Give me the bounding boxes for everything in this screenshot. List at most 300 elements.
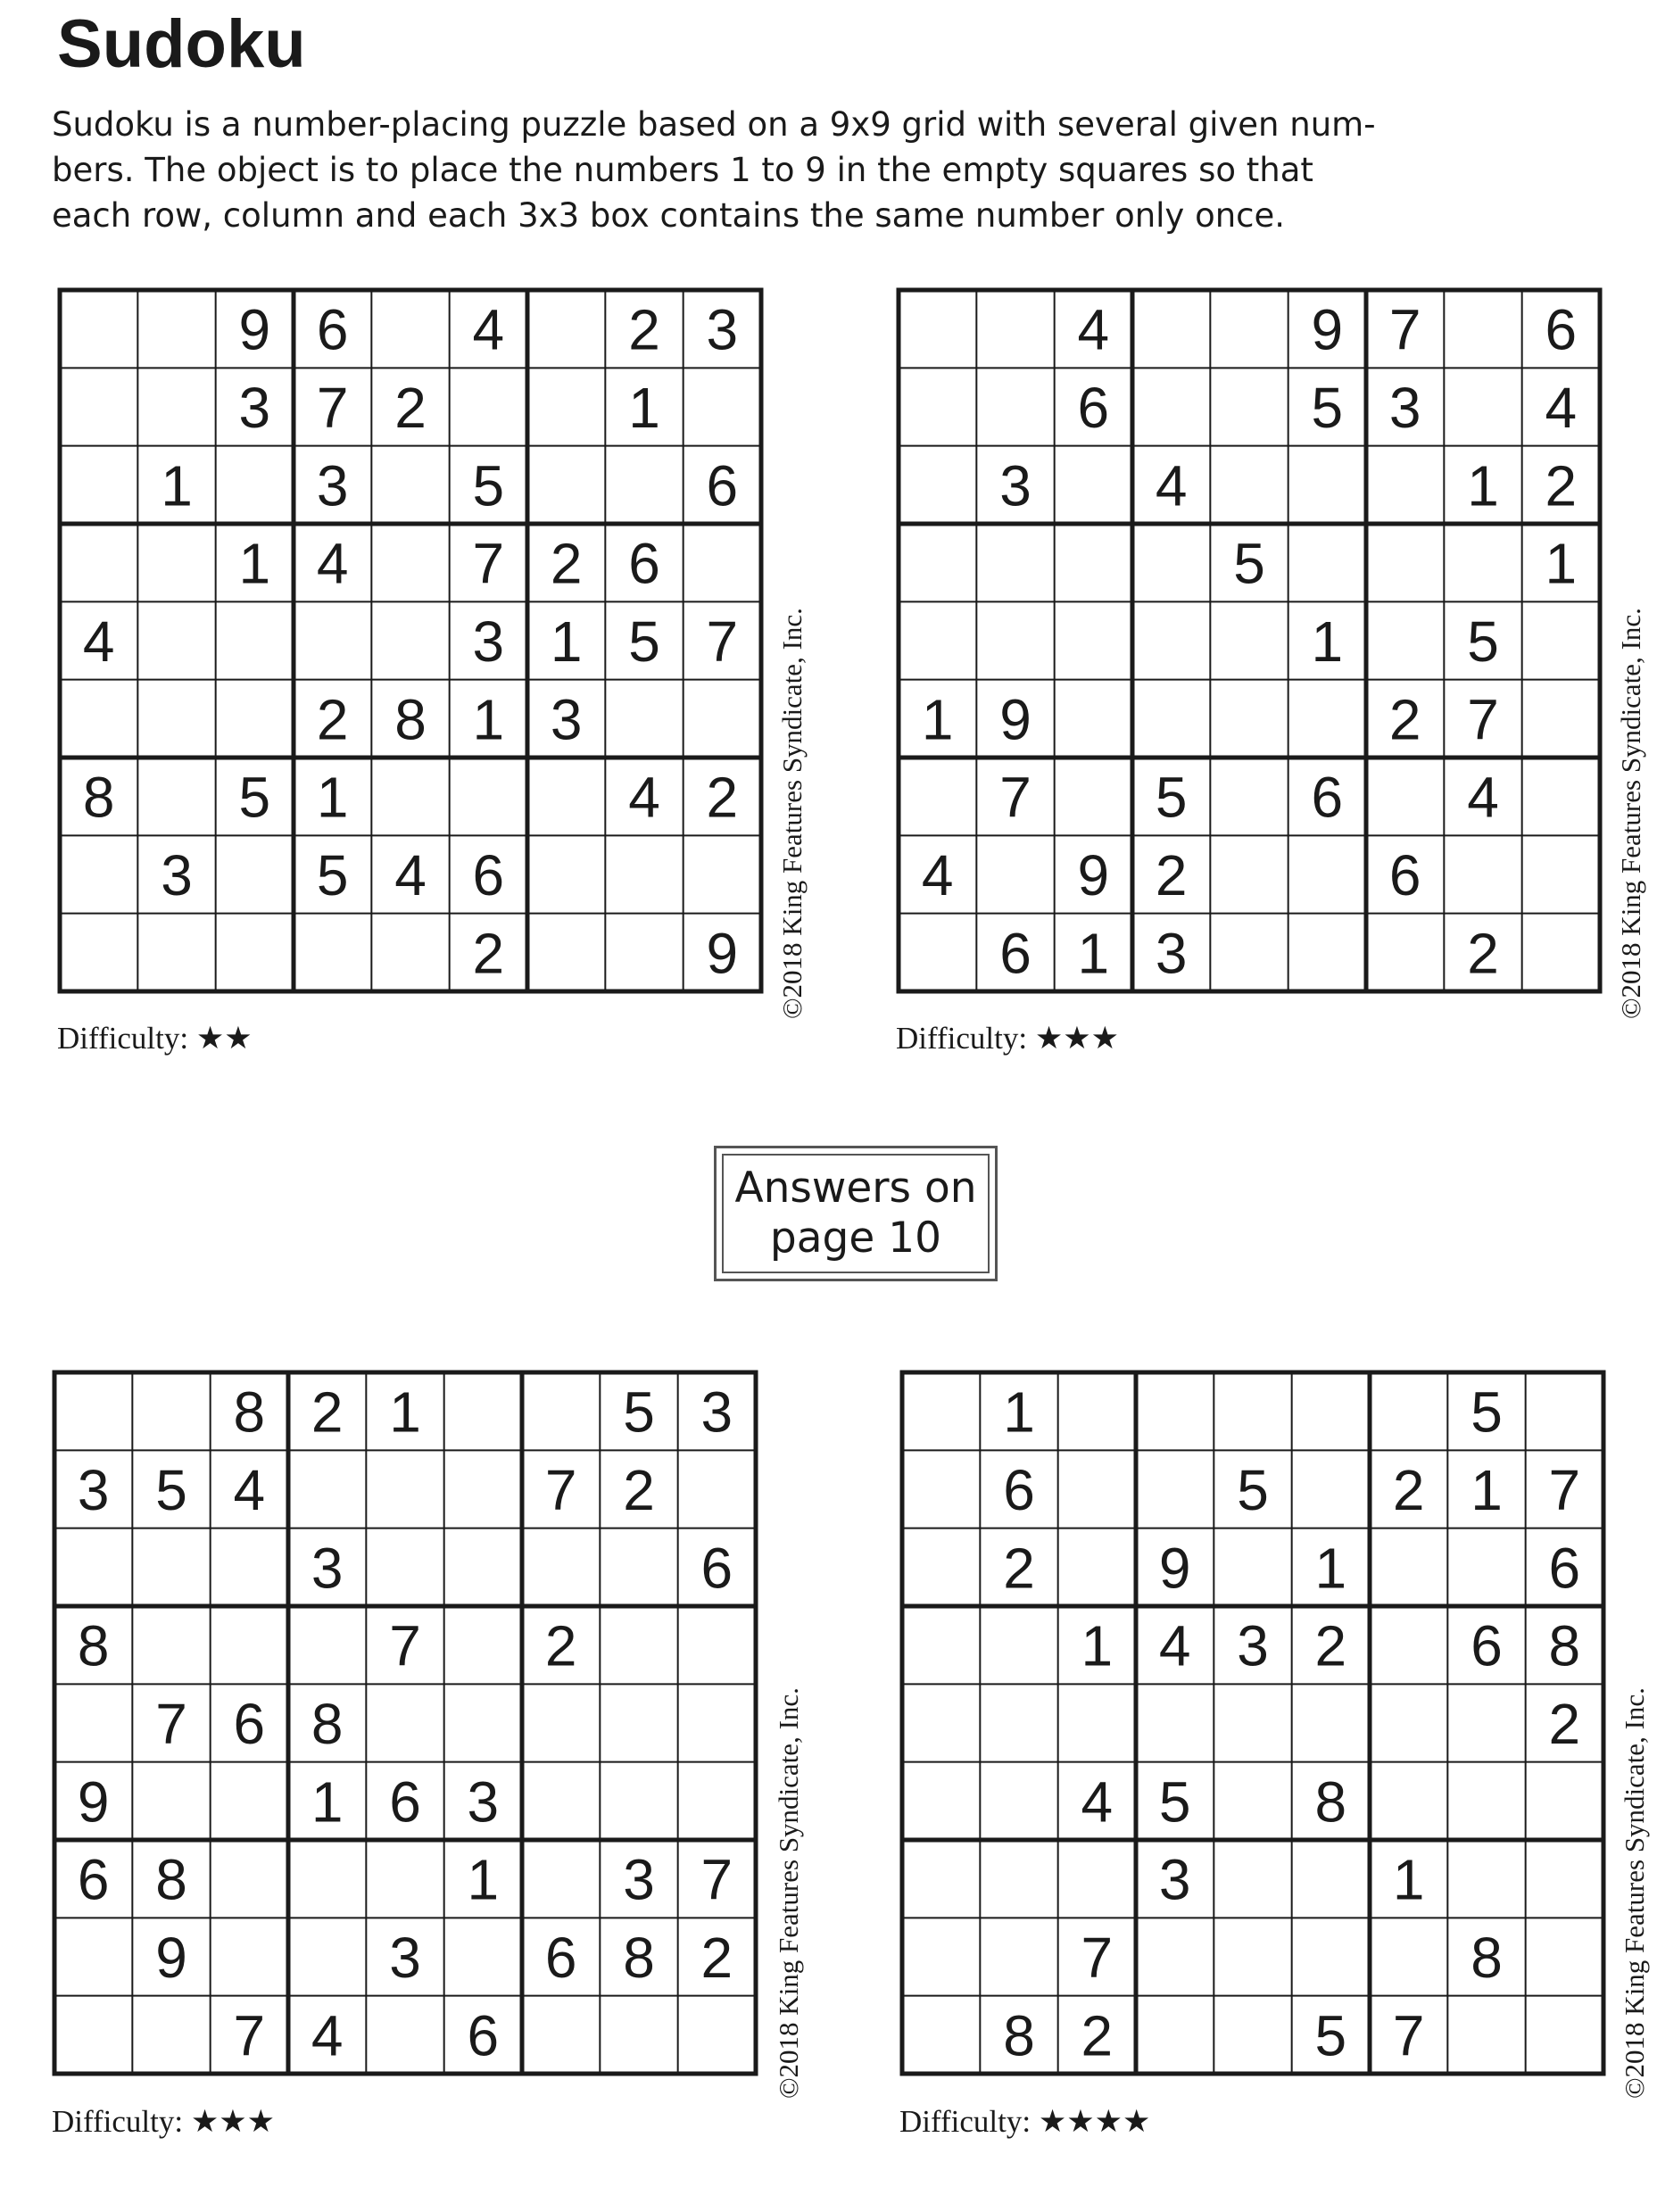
grid-cell[interactable] — [60, 914, 137, 991]
grid-cell[interactable] — [444, 1606, 522, 1684]
given-digit: 8 — [82, 765, 115, 830]
copyright-notice-3: ©2018 King Features Syndicate, Inc. — [773, 1687, 804, 2099]
grid-cell[interactable] — [980, 1762, 1057, 1840]
grid-cell[interactable] — [60, 680, 137, 758]
grid-cell[interactable] — [522, 1372, 600, 1450]
grid-cell[interactable] — [371, 601, 449, 679]
given-digit: 4 — [628, 765, 660, 830]
given-digit: 2 — [1548, 1692, 1581, 1756]
grid-cell[interactable] — [1522, 914, 1600, 991]
given-digit: 2 — [1314, 1613, 1347, 1678]
grid-cell[interactable] — [1292, 1450, 1370, 1528]
given-digit: 4 — [921, 843, 954, 907]
given-digit: 2 — [394, 376, 427, 440]
grid-cell[interactable] — [137, 680, 215, 758]
given-digit: 3 — [161, 843, 193, 907]
grid-cell[interactable] — [60, 368, 137, 445]
given-digit: 3 — [311, 1536, 344, 1601]
grid-cell[interactable] — [1292, 1918, 1370, 1995]
grid-cell[interactable] — [1370, 1684, 1447, 1761]
grid-cell[interactable] — [899, 446, 976, 524]
grid-cell[interactable] — [60, 835, 137, 913]
grid-cell[interactable] — [54, 1918, 132, 1995]
given-digit: 9 — [1158, 1536, 1191, 1601]
grid-cell[interactable] — [1210, 758, 1288, 835]
grid-cell[interactable] — [211, 1918, 288, 1995]
given-digit: 1 — [628, 376, 660, 440]
grid-cell[interactable] — [600, 1684, 677, 1761]
given-digit: 6 — [1545, 297, 1578, 362]
given-digit: 3 — [700, 1379, 733, 1445]
grid-cell[interactable] — [444, 1529, 522, 1606]
grid-cell[interactable] — [605, 835, 683, 913]
given-digit: 5 — [628, 609, 660, 674]
grid-cell[interactable] — [132, 1762, 210, 1840]
difficulty-label-1: Difficulty: ★★ — [57, 1021, 253, 1056]
grid-cell[interactable] — [1288, 524, 1366, 601]
grid-cell[interactable] — [1444, 835, 1521, 913]
given-digit: 2 — [1388, 687, 1421, 752]
grid-cell[interactable] — [444, 1918, 522, 1995]
grid-cell[interactable] — [1522, 680, 1600, 758]
grid-cell[interactable] — [1055, 758, 1132, 835]
grid-cell[interactable] — [1055, 601, 1132, 679]
grid-cell[interactable] — [1214, 1996, 1291, 2074]
given-digit: 2 — [1545, 453, 1578, 518]
sudoku-board — [896, 287, 1603, 994]
grid-cell[interactable] — [444, 1372, 522, 1450]
given-digit: 1 — [1314, 1536, 1347, 1601]
grid-cell[interactable] — [976, 835, 1054, 913]
given-digit: 3 — [706, 297, 739, 362]
grid-cell[interactable] — [54, 1372, 132, 1450]
grid-cell[interactable] — [600, 1996, 677, 2074]
given-digit: 8 — [1548, 1613, 1581, 1678]
grid-cell[interactable] — [1214, 1918, 1291, 1995]
given-digit: 1 — [311, 1769, 344, 1835]
grid-cell[interactable] — [1210, 680, 1288, 758]
grid-cell[interactable] — [1214, 1840, 1291, 1918]
given-digit: 7 — [389, 1613, 421, 1678]
given-digit: 6 — [706, 453, 739, 518]
given-digit: 2 — [628, 297, 660, 362]
given-digit: 1 — [1311, 609, 1344, 674]
grid-cell[interactable] — [54, 1684, 132, 1761]
given-digit: 5 — [1233, 531, 1265, 596]
copyright-notice-1: ©2018 King Features Syndicate, Inc. — [776, 608, 808, 1019]
grid-cell[interactable] — [1132, 368, 1210, 445]
grid-cell[interactable] — [1292, 1372, 1370, 1450]
grid-cell[interactable] — [1370, 1762, 1447, 1840]
grid-cell[interactable] — [600, 1762, 677, 1840]
grid-cell[interactable] — [371, 446, 449, 524]
grid-cell[interactable] — [980, 1840, 1057, 1918]
given-digit: 2 — [544, 1613, 577, 1678]
given-digit: 5 — [238, 765, 271, 830]
grid-cell[interactable] — [1447, 1762, 1525, 1840]
grid-cell[interactable] — [1214, 1762, 1291, 1840]
given-digit: 3 — [1388, 376, 1421, 440]
given-digit: 9 — [155, 1926, 187, 1990]
grid-cell[interactable] — [902, 1372, 980, 1450]
grid-cell[interactable] — [980, 1684, 1057, 1761]
grid-cell[interactable] — [366, 1684, 443, 1761]
given-digit: 1 — [1471, 1458, 1503, 1522]
grid-cell[interactable] — [1214, 1684, 1291, 1761]
grid-cell[interactable] — [1526, 1840, 1603, 1918]
grid-cell[interactable] — [444, 1450, 522, 1528]
grid-cell[interactable] — [1526, 1996, 1603, 2074]
grid-cell[interactable] — [527, 368, 605, 445]
given-digit: 8 — [623, 1926, 655, 1990]
given-digit: 5 — [316, 843, 349, 907]
grid-cell[interactable] — [54, 1996, 132, 2074]
grid-cell[interactable] — [1370, 1529, 1447, 1606]
given-digit: 7 — [1548, 1458, 1581, 1522]
grid-cell[interactable] — [1447, 1529, 1525, 1606]
given-digit: 8 — [311, 1692, 344, 1756]
grid-cell[interactable] — [60, 524, 137, 601]
grid-cell[interactable] — [522, 1840, 600, 1918]
given-digit: 3 — [238, 376, 271, 440]
grid-cell[interactable] — [137, 914, 215, 991]
grid-cell[interactable] — [1210, 835, 1288, 913]
page-title: Sudoku — [57, 6, 306, 82]
grid-cell[interactable] — [522, 1762, 600, 1840]
grid-cell[interactable] — [527, 758, 605, 835]
grid-cell[interactable] — [216, 835, 294, 913]
grid-cell[interactable] — [366, 1840, 443, 1918]
grid-cell[interactable] — [678, 1450, 756, 1528]
grid-cell[interactable] — [1526, 1762, 1603, 1840]
grid-cell[interactable] — [216, 446, 294, 524]
grid-cell[interactable] — [1444, 368, 1521, 445]
grid-cell[interactable] — [371, 290, 449, 368]
given-digit: 7 — [706, 609, 739, 674]
grid-cell[interactable] — [522, 1684, 600, 1761]
grid-cell[interactable] — [684, 835, 761, 913]
given-digit: 6 — [467, 2003, 500, 2068]
grid-cell[interactable] — [1370, 1372, 1447, 1450]
grid-cell[interactable] — [1522, 601, 1600, 679]
grid-cell[interactable] — [1288, 446, 1366, 524]
answers-note-line-2: page 10 — [769, 1214, 942, 1263]
grid-cell[interactable] — [902, 1762, 980, 1840]
intro-line: bers. The object is to place the numbers 1 to 9 in the empty squares so that — [52, 151, 1313, 189]
given-digit: 1 — [1077, 921, 1110, 986]
grid-cell[interactable] — [216, 601, 294, 679]
given-digit: 3 — [77, 1458, 110, 1522]
given-digit: 9 — [77, 1769, 110, 1835]
grid-cell[interactable] — [976, 524, 1054, 601]
grid-cell[interactable] — [211, 1762, 288, 1840]
grid-cell[interactable] — [600, 1606, 677, 1684]
grid-cell[interactable] — [1526, 1918, 1603, 1995]
grid-cell[interactable] — [1210, 446, 1288, 524]
grid-cell[interactable] — [1444, 290, 1521, 368]
grid-cell[interactable] — [1522, 758, 1600, 835]
grid-cell[interactable] — [980, 1918, 1057, 1995]
given-digit: 3 — [1237, 1613, 1269, 1678]
grid-cell[interactable] — [1214, 1372, 1291, 1450]
grid-cell[interactable] — [137, 524, 215, 601]
grid-cell[interactable] — [678, 1684, 756, 1761]
given-digit: 4 — [394, 843, 427, 907]
given-digit: 6 — [1077, 376, 1110, 440]
given-digit: 8 — [1471, 1926, 1503, 1990]
grid-cell[interactable] — [1136, 1450, 1214, 1528]
grid-cell[interactable] — [605, 446, 683, 524]
grid-cell[interactable] — [366, 1996, 443, 2074]
grid-cell[interactable] — [899, 290, 976, 368]
grid-cell[interactable] — [527, 914, 605, 991]
given-digit: 3 — [623, 1847, 655, 1912]
given-digit: 1 — [1081, 1613, 1114, 1678]
given-digit: 5 — [1314, 2003, 1347, 2068]
grid-cell[interactable] — [1210, 914, 1288, 991]
answers-note-line-1: Answers on — [734, 1164, 977, 1213]
given-digit: 5 — [623, 1379, 655, 1445]
grid-cell[interactable] — [678, 1996, 756, 2074]
given-digit: 7 — [1081, 1926, 1114, 1990]
grid-cell[interactable] — [132, 1372, 210, 1450]
grid-cell[interactable] — [137, 290, 215, 368]
grid-cell[interactable] — [211, 1840, 288, 1918]
grid-cell[interactable] — [902, 1684, 980, 1761]
given-digit: 6 — [1548, 1536, 1581, 1601]
grid-cell[interactable] — [899, 601, 976, 679]
grid-cell[interactable] — [684, 368, 761, 445]
grid-cell[interactable] — [1366, 914, 1444, 991]
given-digit: 4 — [233, 1458, 266, 1522]
grid-cell[interactable] — [54, 1529, 132, 1606]
given-digit: 1 — [1545, 531, 1578, 596]
given-digit: 7 — [700, 1847, 733, 1912]
grid-cell[interactable] — [527, 835, 605, 913]
grid-cell[interactable] — [1366, 524, 1444, 601]
grid-cell[interactable] — [605, 680, 683, 758]
intro-line: Sudoku is a number-placing puzzle based on a 9x9 grid with several given num- — [52, 105, 1376, 144]
given-digit: 5 — [1237, 1458, 1269, 1522]
grid-cell[interactable] — [527, 290, 605, 368]
grid-cell[interactable] — [288, 1450, 366, 1528]
grid-cell[interactable] — [600, 1529, 677, 1606]
grid-cell[interactable] — [1447, 1840, 1525, 1918]
grid-cell[interactable] — [60, 446, 137, 524]
given-digit: 3 — [467, 1769, 500, 1835]
sudoku-grid-1 — [57, 287, 764, 994]
grid-cell[interactable] — [1210, 290, 1288, 368]
given-digit: 9 — [999, 687, 1031, 752]
grid-cell[interactable] — [902, 1918, 980, 1995]
grid-cell[interactable] — [1366, 758, 1444, 835]
grid-cell[interactable] — [1447, 1684, 1525, 1761]
given-digit: 8 — [1314, 1769, 1347, 1835]
sudoku-board — [57, 287, 764, 994]
difficulty-label-3: Difficulty: ★★★ — [52, 2104, 275, 2139]
grid-cell[interactable] — [216, 914, 294, 991]
answers-note-box — [714, 1146, 998, 1281]
grid-cell[interactable] — [684, 680, 761, 758]
grid-cell[interactable] — [1058, 1372, 1136, 1450]
grid-cell[interactable] — [980, 1606, 1057, 1684]
grid-cell[interactable] — [1058, 1840, 1136, 1918]
grid-cell[interactable] — [1136, 1684, 1214, 1761]
grid-cell[interactable] — [1370, 1606, 1447, 1684]
grid-cell[interactable] — [1210, 368, 1288, 445]
grid-cell[interactable] — [527, 446, 605, 524]
grid-cell[interactable] — [211, 1606, 288, 1684]
grid-cell[interactable] — [1447, 1996, 1525, 2074]
grid-cell[interactable] — [294, 914, 371, 991]
grid-cell[interactable] — [1136, 1918, 1214, 1995]
given-digit: 8 — [155, 1847, 187, 1912]
grid-cell[interactable] — [902, 1840, 980, 1918]
grid-cell[interactable] — [899, 524, 976, 601]
grid-cell[interactable] — [1370, 1918, 1447, 1995]
grid-cell[interactable] — [1132, 680, 1210, 758]
given-digit: 2 — [623, 1458, 655, 1522]
grid-cell[interactable] — [132, 1606, 210, 1684]
given-digit: 2 — [316, 687, 349, 752]
grid-cell[interactable] — [137, 368, 215, 445]
grid-cell[interactable] — [902, 1606, 980, 1684]
grid-cell[interactable] — [1055, 524, 1132, 601]
given-digit: 1 — [921, 687, 954, 752]
grid-cell[interactable] — [1136, 1372, 1214, 1450]
grid-cell[interactable] — [678, 1762, 756, 1840]
grid-cell[interactable] — [899, 368, 976, 445]
given-digit: 8 — [1003, 2003, 1035, 2068]
grid-cell[interactable] — [976, 290, 1054, 368]
given-digit: 1 — [238, 531, 271, 596]
given-digit: 1 — [1467, 453, 1499, 518]
grid-cell[interactable] — [1288, 680, 1366, 758]
grid-cell[interactable] — [976, 368, 1054, 445]
grid-cell[interactable] — [1055, 680, 1132, 758]
grid-cell[interactable] — [211, 1529, 288, 1606]
grid-cell[interactable] — [366, 1529, 443, 1606]
given-digit: 3 — [472, 609, 505, 674]
grid-cell[interactable] — [1526, 1372, 1603, 1450]
given-digit: 2 — [311, 1379, 344, 1445]
grid-cell[interactable] — [60, 290, 137, 368]
given-digit: 5 — [1155, 765, 1188, 830]
grid-cell[interactable] — [444, 1684, 522, 1761]
grid-cell[interactable] — [288, 1606, 366, 1684]
copyright-notice-4: ©2018 King Features Syndicate, Inc. — [1619, 1687, 1650, 2099]
given-digit: 4 — [1545, 376, 1578, 440]
given-digit: 5 — [1311, 376, 1344, 440]
grid-cell[interactable] — [899, 914, 976, 991]
grid-cell[interactable] — [1288, 835, 1366, 913]
grid-cell[interactable] — [450, 758, 527, 835]
given-digit: 4 — [1077, 297, 1110, 362]
grid-cell[interactable] — [132, 1529, 210, 1606]
given-digit: 4 — [1155, 453, 1188, 518]
grid-cell[interactable] — [1288, 914, 1366, 991]
grid-cell[interactable] — [976, 601, 1054, 679]
grid-cell[interactable] — [1132, 524, 1210, 601]
grid-cell[interactable] — [522, 1529, 600, 1606]
grid-cell[interactable] — [137, 601, 215, 679]
sudoku-grid-3 — [52, 1370, 758, 2076]
grid-cell[interactable] — [137, 758, 215, 835]
sudoku-board — [52, 1370, 758, 2076]
grid-cell[interactable] — [1058, 1684, 1136, 1761]
grid-cell[interactable] — [899, 758, 976, 835]
given-digit: 1 — [1392, 1847, 1425, 1912]
copyright-notice-2: ©2018 King Features Syndicate, Inc. — [1615, 608, 1646, 1019]
grid-cell[interactable] — [1058, 1529, 1136, 1606]
given-digit: 2 — [1467, 921, 1499, 986]
grid-cell[interactable] — [902, 1450, 980, 1528]
given-digit: 6 — [389, 1769, 421, 1835]
grid-cell[interactable] — [1055, 446, 1132, 524]
given-digit: 6 — [1471, 1613, 1503, 1678]
grid-cell[interactable] — [902, 1996, 980, 2074]
grid-cell[interactable] — [902, 1529, 980, 1606]
given-digit: 2 — [700, 1926, 733, 1990]
given-digit: 4 — [316, 531, 349, 596]
given-digit: 3 — [550, 687, 583, 752]
given-digit: 2 — [1081, 2003, 1114, 2068]
grid-cell[interactable] — [366, 1450, 443, 1528]
grid-cell[interactable] — [371, 914, 449, 991]
grid-cell[interactable] — [288, 1840, 366, 1918]
grid-cell[interactable] — [684, 524, 761, 601]
grid-cell[interactable] — [678, 1606, 756, 1684]
grid-cell[interactable] — [1292, 1684, 1370, 1761]
grid-cell[interactable] — [132, 1996, 210, 2074]
given-digit: 9 — [1311, 297, 1344, 362]
given-digit: 8 — [233, 1379, 266, 1445]
given-digit: 9 — [706, 921, 739, 986]
given-digit: 6 — [628, 531, 660, 596]
grid-cell[interactable] — [450, 368, 527, 445]
grid-cell[interactable] — [1132, 601, 1210, 679]
given-digit: 7 — [1388, 297, 1421, 362]
grid-cell[interactable] — [1366, 446, 1444, 524]
grid-cell[interactable] — [294, 601, 371, 679]
given-digit: 5 — [155, 1458, 187, 1522]
given-digit: 8 — [77, 1613, 110, 1678]
grid-cell[interactable] — [1136, 1996, 1214, 2074]
grid-cell[interactable] — [1058, 1450, 1136, 1528]
grid-cell[interactable] — [1214, 1529, 1291, 1606]
grid-cell[interactable] — [605, 914, 683, 991]
given-digit: 2 — [1392, 1458, 1425, 1522]
given-digit: 4 — [472, 297, 505, 362]
grid-cell[interactable] — [288, 1918, 366, 1995]
grid-cell[interactable] — [371, 524, 449, 601]
grid-cell[interactable] — [522, 1996, 600, 2074]
given-digit: 4 — [1158, 1613, 1191, 1678]
grid-cell[interactable] — [1292, 1840, 1370, 1918]
grid-cell[interactable] — [1132, 290, 1210, 368]
grid-cell[interactable] — [1210, 601, 1288, 679]
grid-cell[interactable] — [371, 758, 449, 835]
grid-cell[interactable] — [216, 680, 294, 758]
given-digit: 1 — [1003, 1379, 1035, 1445]
given-digit: 2 — [1003, 1536, 1035, 1601]
given-digit: 6 — [700, 1536, 733, 1601]
grid-cell[interactable] — [1366, 601, 1444, 679]
given-digit: 6 — [1311, 765, 1344, 830]
given-digit: 6 — [1388, 843, 1421, 907]
grid-cell[interactable] — [1522, 835, 1600, 913]
grid-cell[interactable] — [1444, 524, 1521, 601]
